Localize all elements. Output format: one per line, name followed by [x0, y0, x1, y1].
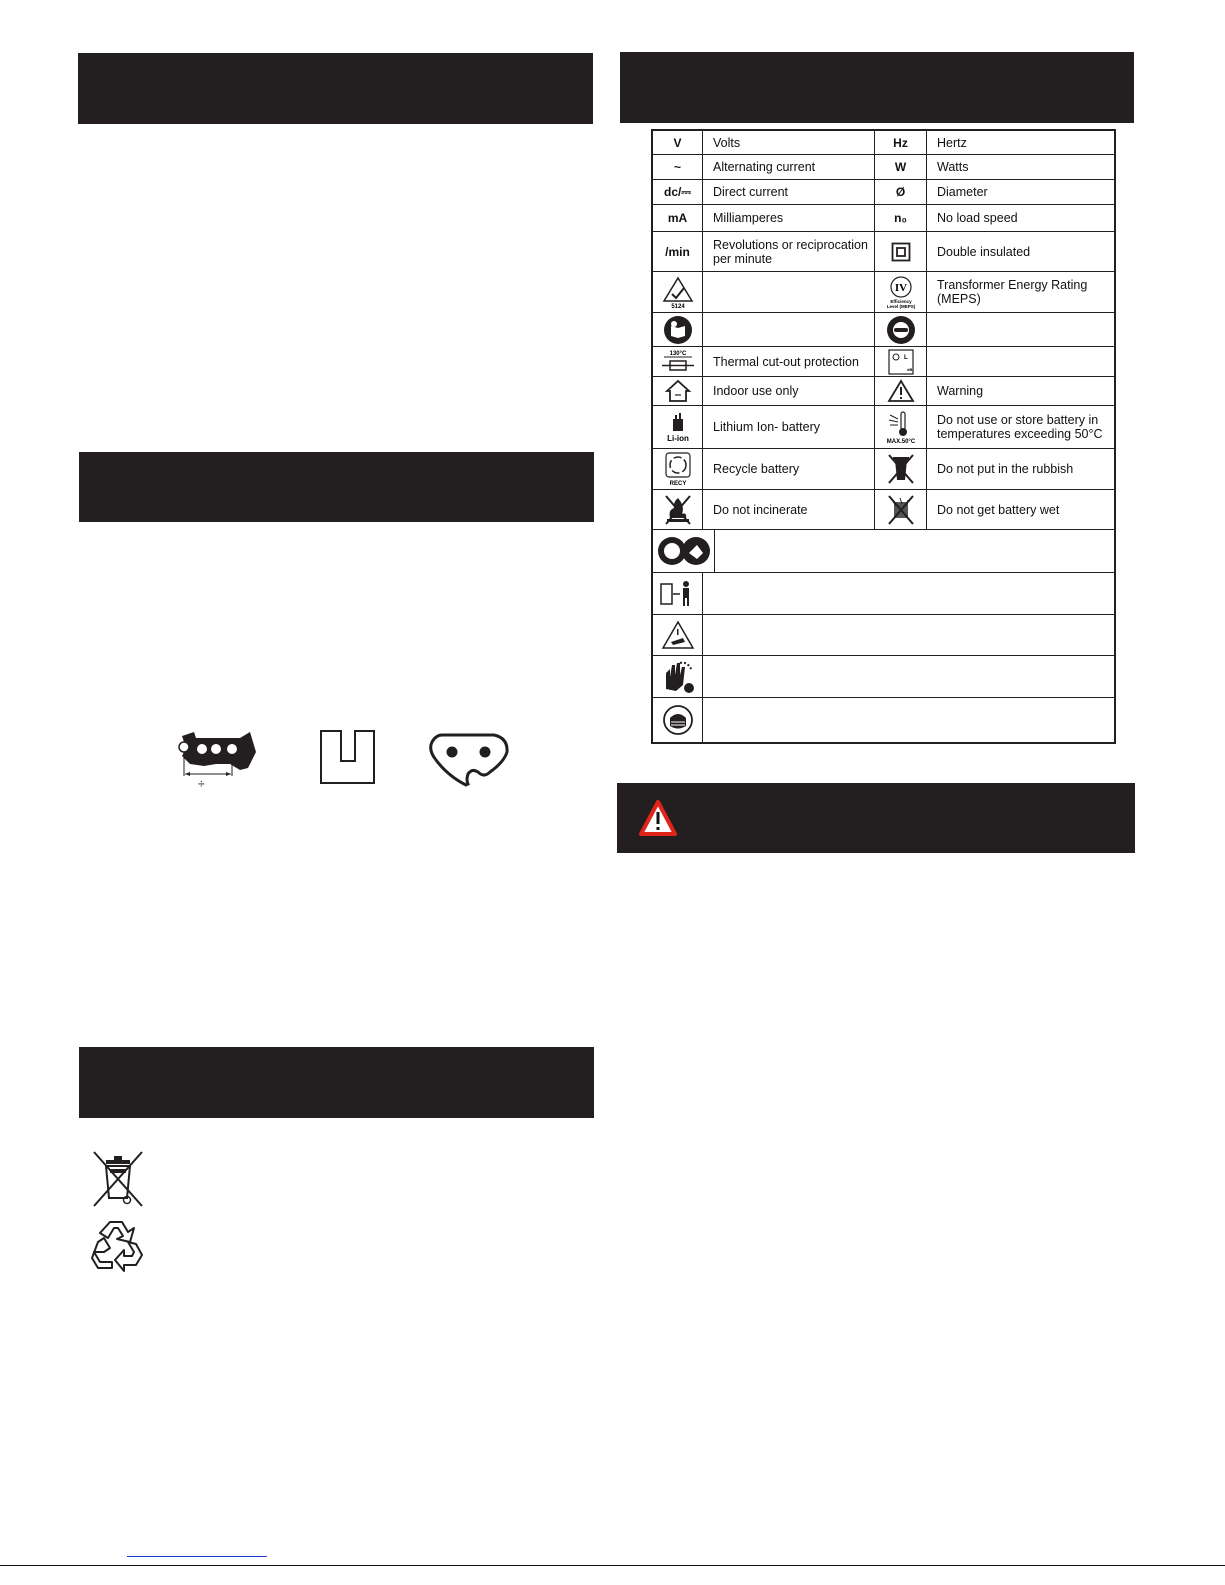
chain-pitch-mark: ÷: [198, 777, 205, 791]
symbol-description: [703, 272, 875, 312]
symbol-row: [653, 347, 1114, 377]
symbol-description: [927, 313, 1114, 346]
symbol-row: [653, 406, 1114, 449]
chain-drive-link-icon: [428, 732, 510, 788]
symbol-description: Do not get battery wet: [937, 502, 1060, 517]
svg-text:L: L: [903, 354, 908, 361]
symbol-glyph: dc/⎓: [653, 180, 703, 204]
recycle-icon: [88, 1218, 146, 1274]
symbol-glyph: Ø: [875, 180, 927, 204]
svg-text:5124: 5124: [670, 304, 685, 309]
warning-header-bar: [617, 783, 1135, 853]
symbol-row: [653, 205, 1114, 232]
symbol-glyph: ~: [653, 155, 703, 179]
svg-text:Li-ion: Li-ion: [666, 434, 689, 443]
keep-bystanders-away-icon: [653, 573, 703, 614]
symbols-table: [651, 129, 1116, 744]
kickback-warning-icon: [653, 615, 703, 655]
wear-dust-mask-icon: [653, 698, 703, 742]
svg-text:Level (MEPS): Level (MEPS): [886, 304, 915, 309]
symbol-description: Milliamperes: [703, 205, 875, 231]
rcm-mark-icon: [653, 272, 703, 312]
symbol-description: Indoor use only: [703, 377, 875, 405]
warning-triangle-icon: [639, 800, 677, 836]
symbol-row-wide: [653, 530, 1114, 573]
symbol-description: Do not incinerate: [703, 490, 875, 529]
symbol-description: Alternating current: [703, 155, 875, 179]
symbol-row: [653, 232, 1114, 272]
chain-gauge-icon: [319, 729, 377, 785]
thermal-fuse-icon: [653, 347, 703, 376]
symbol-description: [927, 347, 1114, 376]
no-wet-icon: [875, 490, 927, 529]
svg-text:dB: dB: [906, 366, 912, 372]
symbol-description: Volts: [703, 131, 875, 154]
symbol-description: Diameter: [937, 185, 988, 199]
svg-text:Efficiency: Efficiency: [889, 299, 912, 304]
no-rubbish-icon: [875, 449, 927, 489]
symbol-row: [653, 272, 1114, 313]
symbol-row-wide: [653, 615, 1114, 656]
wear-eye-protection-icon: [875, 313, 927, 346]
no-incinerate-icon: [653, 490, 703, 529]
symbol-row: [653, 180, 1114, 205]
recycle-battery-icon: [653, 449, 703, 489]
symbol-description: [703, 656, 1114, 697]
symbol-description: Thermal cut-out protection: [703, 347, 875, 376]
wear-gloves-icon: [653, 656, 703, 697]
double-insulated-icon: [875, 232, 927, 271]
footer-link-underline: [127, 1556, 267, 1557]
warning-icon: [875, 377, 927, 405]
symbol-description: Hertz: [937, 135, 967, 150]
symbol-description: [703, 573, 1114, 614]
symbol-description: [703, 313, 875, 346]
symbol-description: [703, 615, 1114, 655]
symbol-glyph: W: [875, 155, 927, 179]
symbol-row-wide: [653, 656, 1114, 698]
section-header-bar-3: [79, 1047, 594, 1118]
ear-eye-protection-icon: [653, 530, 715, 572]
symbol-glyph: V: [653, 131, 703, 154]
symbol-description: Do not use or store battery in temperatures exceeding 50°C: [937, 413, 1103, 441]
symbol-description: Revolutions or reciprocation per minute: [703, 232, 875, 271]
svg-text:RECY: RECY: [669, 481, 686, 487]
symbol-description: Do not put in the rubbish: [937, 462, 1074, 476]
li-ion-icon: [653, 406, 703, 448]
symbol-description: [715, 530, 1114, 572]
max-temp-icon: [875, 406, 927, 448]
svg-text:IV: IV: [894, 282, 907, 294]
symbol-row: [653, 313, 1114, 347]
symbol-description: Direct current: [703, 180, 875, 204]
svg-text:130°C: 130°C: [669, 350, 686, 357]
crossed-bin-icon: [90, 1150, 146, 1208]
symbol-glyph: mA: [653, 205, 703, 231]
symbol-description: Lithium Ion- battery: [703, 406, 875, 448]
symbols-header-bar: [620, 52, 1134, 123]
symbol-description: Double insulated: [937, 244, 1031, 259]
symbol-row-wide: [653, 698, 1114, 742]
symbol-row: [653, 155, 1114, 180]
meps-icon: [875, 272, 927, 312]
section-header-bar-1: [78, 53, 593, 124]
symbol-description: Warning: [937, 384, 984, 398]
symbol-description: Recycle battery: [703, 449, 875, 489]
symbol-row-wide: [653, 573, 1114, 615]
symbol-description: Transformer Energy Rating (MEPS): [937, 278, 1088, 306]
symbol-row: [653, 131, 1114, 155]
indoor-use-icon: [653, 377, 703, 405]
symbol-row: [653, 490, 1114, 530]
symbol-description: Watts: [937, 160, 969, 174]
chain-link-pitch-icon: [170, 724, 262, 792]
read-manual-icon: [653, 313, 703, 346]
symbol-description: No load speed: [937, 211, 1018, 225]
symbol-glyph: /min: [653, 232, 703, 271]
symbol-row: [653, 449, 1114, 490]
footer-rule: [0, 1565, 1225, 1566]
section-header-bar-2: [79, 452, 594, 522]
svg-text:MAX.50°C: MAX.50°C: [886, 439, 915, 445]
sound-power-icon: [875, 347, 927, 376]
symbol-description: [703, 698, 1114, 742]
symbol-glyph: Hz: [875, 131, 927, 154]
symbol-glyph: n₀: [875, 205, 927, 231]
symbol-row: [653, 377, 1114, 406]
